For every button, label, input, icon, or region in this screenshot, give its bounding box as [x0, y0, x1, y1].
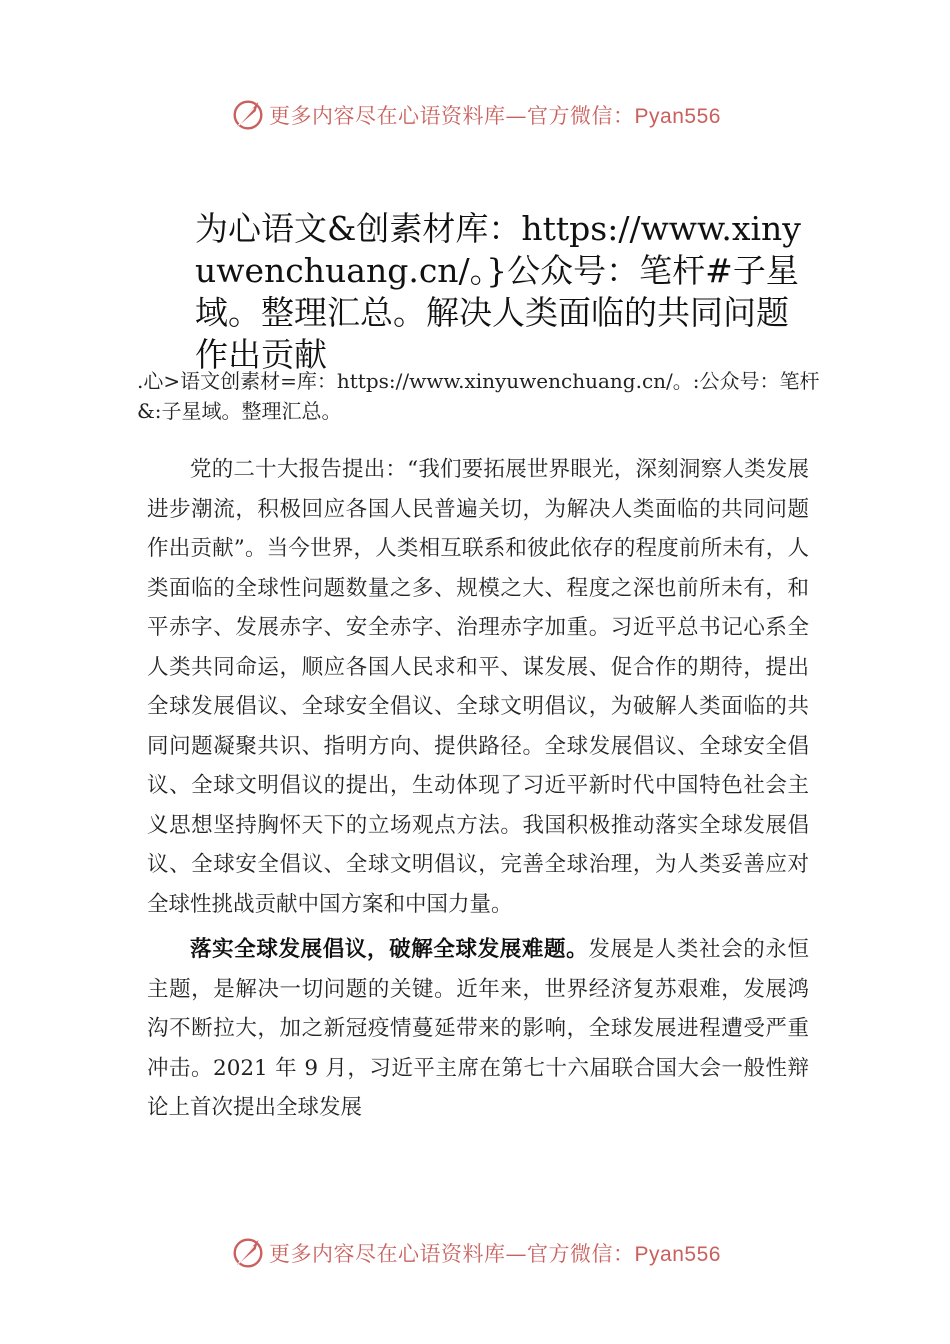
- wechat-id: Pyan556: [634, 105, 721, 128]
- quill-logo-icon: [229, 1234, 267, 1272]
- source-line: .心>语文创素材=库：https://www.xinyuwenchuang.cn/。:公众号：笔杆&:子星域。整理汇总。: [137, 369, 820, 423]
- banner-text: 更多内容尽在心语资料库—官方微信：Pyan556: [269, 1242, 721, 1266]
- paragraph-2-text: 发展是人类社会的永恒主题，是解决一切问题的关键。近年来，世界经济复苏艰难，发展鸿沟不断拉大，加之新冠疫情蔓延带来的影响，全球发展进程遭受严重冲击。2021 年 9 月，习近平主席在第七十六届联合国大会一般性辩论上首次提出全球发展: [147, 937, 809, 1120]
- paragraph-1: 党的二十大报告提出：“我们要拓展世界眼光，深刻洞察人类发展进步潮流，积极回应各国人民普遍关切，为解决人类面临的共同问题作出贡献”。当今世界，人类相互联系和彼此依存的程度前所未有，人类面临的全球性问题数量之多、规模之大、程度之深也前所未有，和平赤字、发展赤字、安全赤字、治理赤字加重。习近平总书记心系全人类共同命运，顺应各国人民求和平、谋发展、促合作的期待，提出全球发展倡议、全球安全倡议、全球文明倡议，为破解人类面临的共同问题凝聚共识、指明方向、提供路径。全球发展倡议、全球安全倡议、全球文明倡议的提出，生动体现了习近平新时代中国特色社会主义思想坚持胸怀天下的立场观点方法。我国积极推动落实全球发展倡议、全球安全倡议、全球文明倡议，完善全球治理，为人类妥善应对全球性挑战贡献中国方案和中国力量。: [147, 457, 809, 917]
- paragraph-2-heading: 落实全球发展倡议，破解全球发展难题。: [190, 937, 589, 962]
- watermark-banner-bottom: [0, 1233, 950, 1273]
- banner-text: 更多内容尽在心语资料库—官方微信：Pyan556: [269, 104, 721, 128]
- paragraph-2: [147, 930, 809, 1128]
- watermark-banner-top: [0, 95, 950, 135]
- quill-logo-icon: [229, 96, 267, 134]
- wechat-id: Pyan556: [634, 1243, 721, 1266]
- document-body: [147, 450, 809, 1128]
- document-title: 为心语文&创素材库：https://www.xinyuwenchuang.cn/。}公众号：笔杆#子星域。整理汇总。解决人类面临的共同问题作出贡献: [195, 209, 801, 374]
